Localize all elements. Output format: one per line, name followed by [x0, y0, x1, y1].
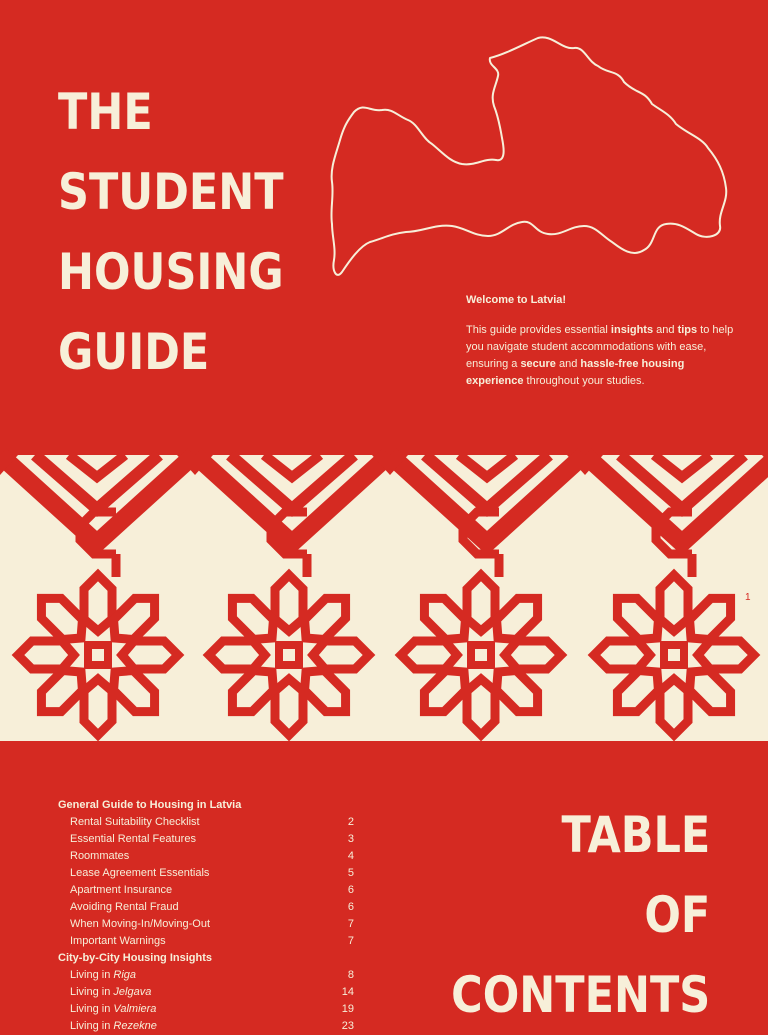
toc-item[interactable]: Living in Riga 8: [70, 969, 354, 981]
toc-item[interactable]: Roommates 4: [70, 850, 354, 862]
latvia-map-icon: [326, 30, 736, 290]
table-of-contents-list: [58, 797, 354, 1035]
title-line: THE: [58, 83, 153, 141]
toc-item[interactable]: Avoiding Rental Fraud 6: [70, 901, 354, 913]
title-line: STUDENT: [58, 163, 284, 221]
toc-section-heading: City-by-City Housing Insights: [58, 952, 212, 964]
welcome-heading: Welcome to Latvia!: [466, 294, 567, 306]
toc-item[interactable]: Living in Jelgava 14: [70, 986, 354, 998]
toc-item[interactable]: When Moving-In/Moving-Out 7: [70, 918, 354, 930]
toc-item[interactable]: Rental Suitability Checklist 2: [70, 816, 354, 828]
toc-title-line: CONTENTS: [450, 966, 710, 1024]
toc-title: [451, 795, 710, 1035]
toc-item[interactable]: Apartment Insurance 6: [70, 884, 354, 896]
toc-section-heading: General Guide to Housing in Latvia: [58, 799, 242, 811]
welcome-section: [466, 292, 736, 390]
page-number: 1: [745, 592, 751, 603]
guide-title: [58, 72, 284, 392]
toc-item[interactable]: Living in Valmiera 19: [70, 1003, 354, 1015]
toc-item[interactable]: Essential Rental Features 3: [70, 833, 354, 845]
toc-title-line: OF: [644, 886, 710, 944]
toc-title-line: TABLE: [561, 806, 710, 864]
welcome-text: This guide provides essential insights and tips to help you navigate student accommodations with ease, ensuring a secure and hassle-free housing experience throughout your studies.: [466, 324, 734, 387]
title-line: HOUSING: [58, 243, 284, 301]
folk-pattern-band: [0, 455, 768, 741]
toc-item[interactable]: Living in Rezekne 23: [70, 1020, 354, 1032]
folk-pattern-icon: [0, 455, 768, 741]
toc-item[interactable]: Lease Agreement Essentials 5: [70, 867, 354, 879]
title-line: GUIDE: [58, 323, 210, 381]
toc-item[interactable]: Important Warnings 7: [70, 935, 354, 947]
